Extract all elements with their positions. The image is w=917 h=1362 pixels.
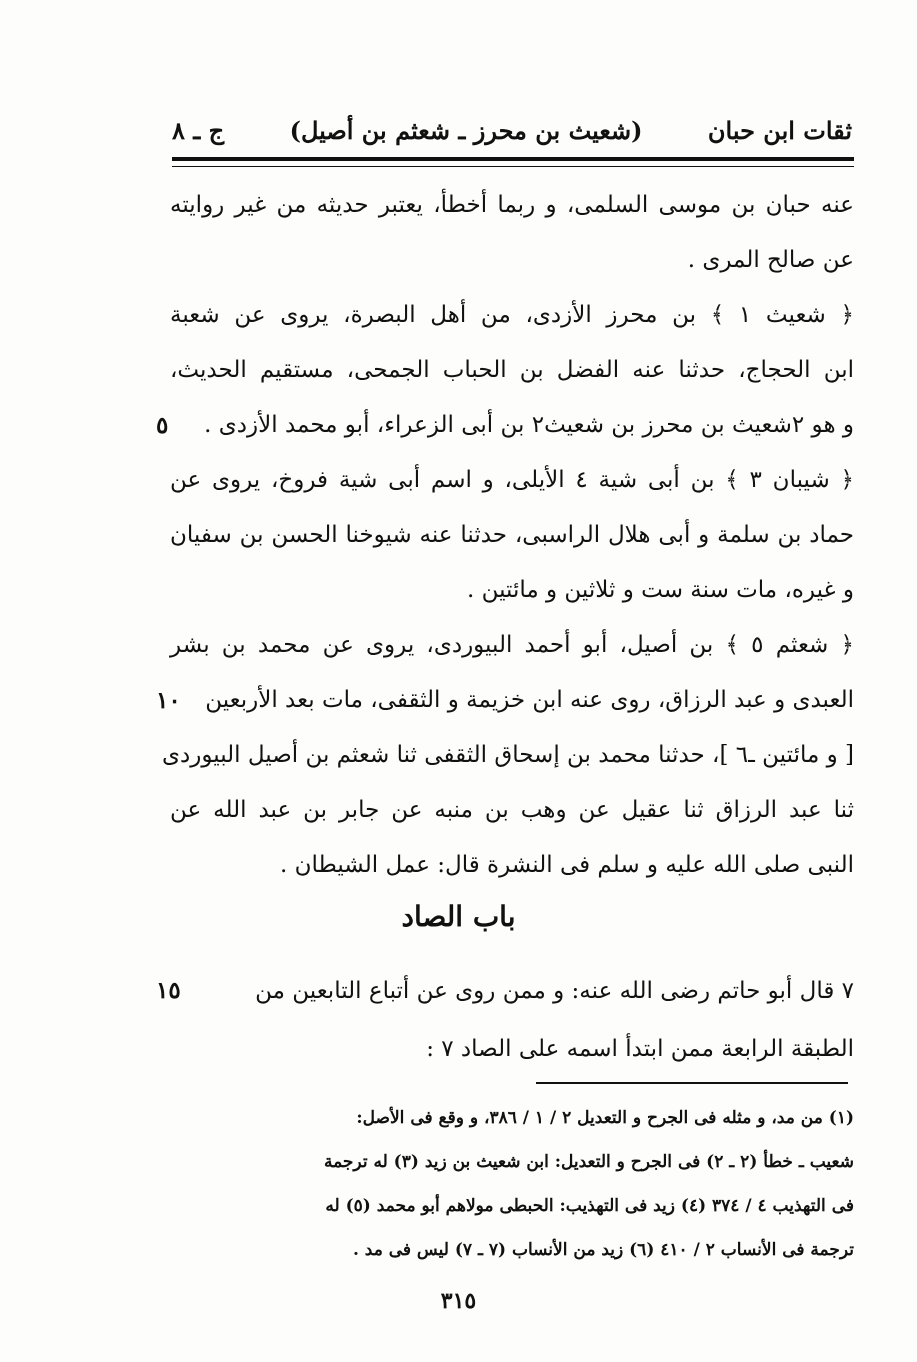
line-number-10: ١٠ [156, 687, 181, 714]
entry-range: (شعيث بن محرز ـ شعثم بن أصيل) [289, 115, 643, 145]
text-line-with-number [156, 398, 854, 453]
text-line: و هو ٢شعيث بن محرز بن شعيث٢ بن أبى الزعراء، أبو محمد الأزدى . [204, 412, 854, 438]
text-line: عنه حبان بن موسى السلمى، و ربما أخطأ، يعتبر حديثه من غير روايته [170, 192, 854, 218]
header-rule-thick [172, 157, 854, 161]
line-number-15: ١٥ [156, 977, 181, 1004]
text-line: ٧ قال أبو حاتم رضى الله عنه: و ممن روى عن أتباع التابعين من [255, 978, 854, 1004]
line-number-5: ٥ [156, 412, 169, 439]
text-line: ﴿ شعيث ١ ﴾ بن محرز الأزدى، من أهل البصرة، يروى عن شعبة [170, 302, 854, 328]
main-text [156, 178, 855, 893]
footnote-line: فى التهذيب ٤ / ٣٧٤ (٤) زيد فى التهذيب: الحبطى مولاهم أبو محمد (٥) له [325, 1196, 854, 1216]
header-rule-thin [172, 166, 854, 167]
text-line: [ و مائتين ـ٦ ]، حدثنا محمد بن إسحاق الثقفى ثنا شعثم بن أصيل البيوردى [162, 742, 854, 768]
text-line: ﴿ شيبان ٣ ﴾ بن أبى شية ٤ الأيلى، و اسم أبى شية فروخ، يروى عن [170, 467, 854, 493]
text-line: ﴿ شعثم ٥ ﴾ بن أصيل، أبو أحمد البيوردى، يروى عن محمد بن بشر [170, 632, 854, 658]
running-header [172, 108, 852, 152]
volume-number: ج ـ ٨ [172, 115, 225, 145]
text-line: حماد بن سلمة و أبى هلال الراسبى، حدثنا عنه شيوخنا الحسن بن سفيان [170, 522, 854, 548]
section-intro [156, 962, 854, 1078]
text-line: العبدى و عبد الرزاق، روى عنه ابن خزيمة و الثقفى، مات بعد الأربعين [205, 687, 854, 713]
page-number: ٣١٥ [440, 1288, 477, 1314]
text-line-with-number [156, 673, 854, 728]
text-line: عن صالح المرى . [687, 247, 854, 273]
footnote-separator [536, 1082, 848, 1084]
text-line: ثنا عبد الرزاق ثنا عقيل عن وهب بن منبه عن جابر بن عبد الله عن [170, 797, 855, 823]
text-line: النبى صلى الله عليه و سلم فى النشرة قال: عمل الشيطان . [279, 852, 854, 878]
book-title: ثقات ابن حبان [707, 115, 852, 145]
text-line: الطبقة الرابعة ممن ابتدأ اسمه على الصاد ٧ : [426, 1036, 854, 1062]
footnote-line: (١) من مد، و مثله فى الجرح و التعديل ٢ / ١ / ٣٨٦، و وقع فى الأصل: [356, 1108, 854, 1128]
footnote-line: ترجمة فى الأنساب ٢ / ٤١٠ (٦) زيد من الأنساب (٧ ـ ٧) ليس فى مد . [352, 1240, 854, 1260]
footnote-line: شعيب ـ خطأ (٢ ـ ٢) فى الجرح و التعديل: ابن شعيث بن زيد (٣) له ترجمة [323, 1152, 854, 1172]
text-line-with-number [156, 962, 854, 1020]
text-line: ابن الحجاج، حدثنا عنه الفضل بن الحباب الجمحى، مستقيم الحديث، [170, 357, 854, 383]
text-line: و غيره، مات سنة ست و ثلاثين و مائتين . [466, 577, 854, 603]
section-heading: باب الصاد [401, 900, 516, 933]
footnotes [198, 1096, 854, 1272]
